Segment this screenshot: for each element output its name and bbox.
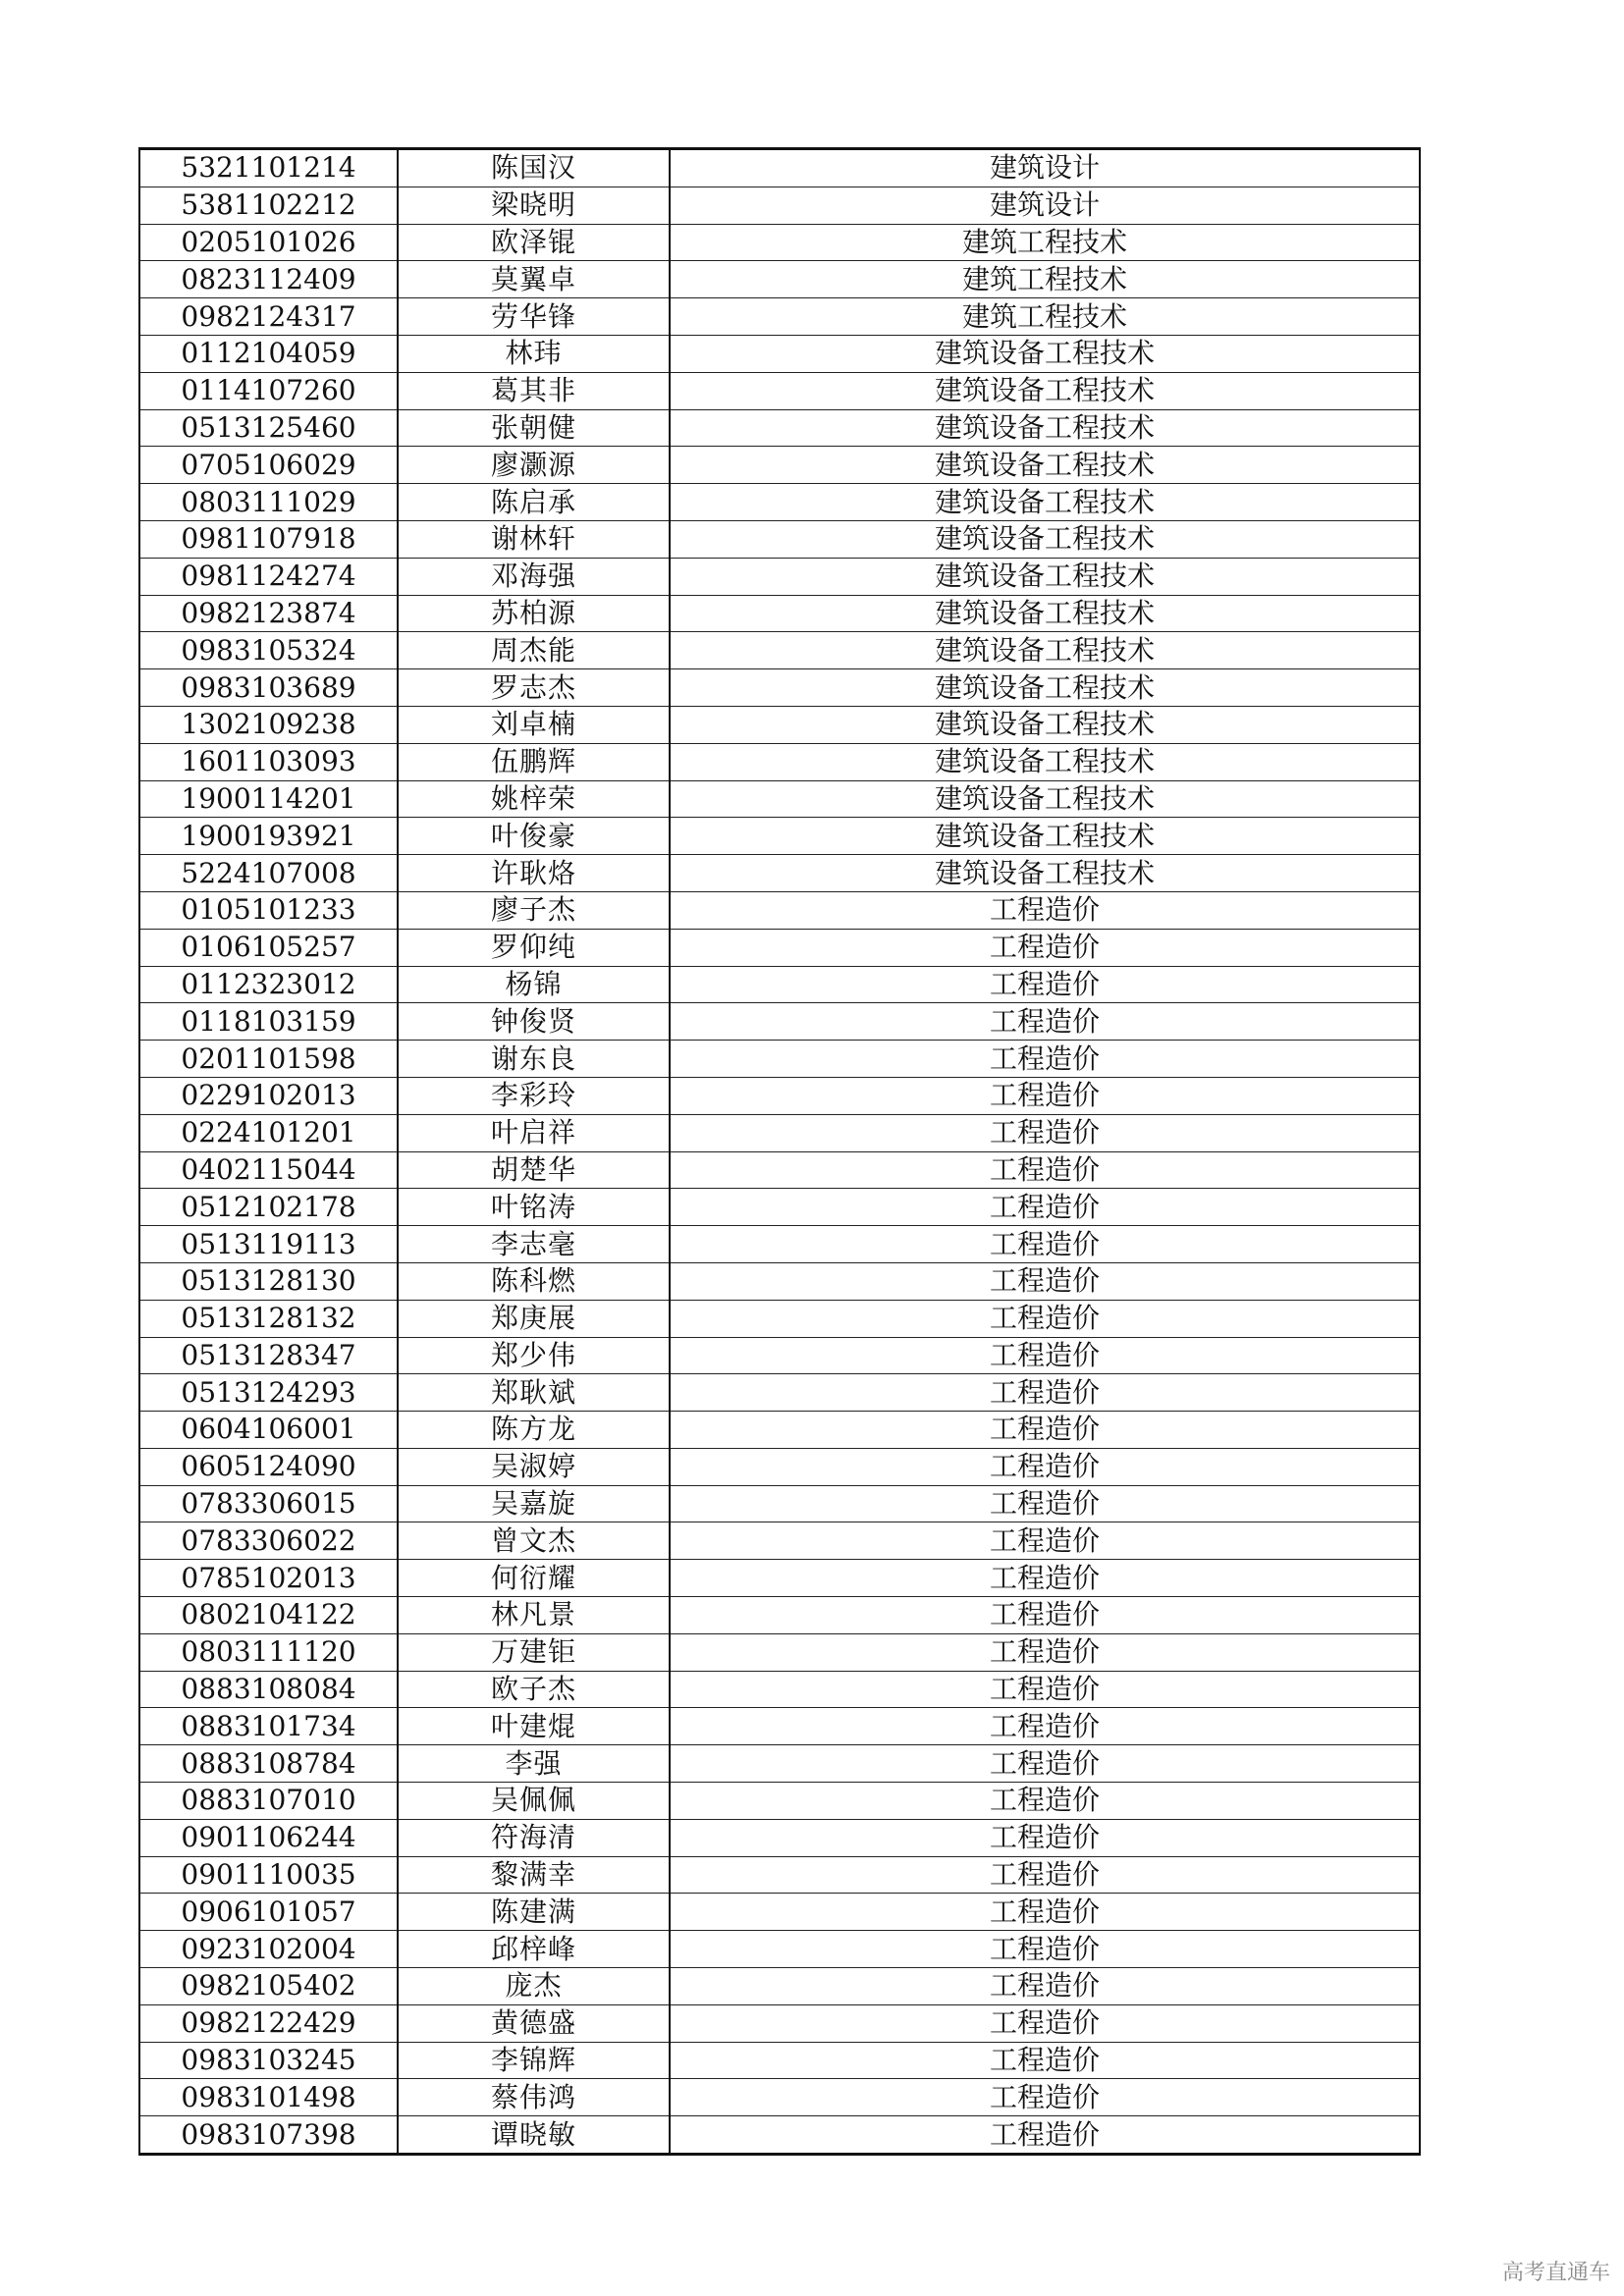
student-name-cell: 吴佩佩 (398, 1783, 670, 1820)
exam-id-cell: 0513128347 (139, 1337, 398, 1374)
table-row (139, 1708, 1420, 1745)
major-cell: 建筑设计 (670, 187, 1420, 224)
major-cell: 工程造价 (670, 1412, 1420, 1449)
table-row (139, 1560, 1420, 1597)
table-row (139, 780, 1420, 818)
table-row (139, 224, 1420, 261)
student-name-cell: 黄德盛 (398, 2004, 670, 2042)
exam-id-cell: 1900193921 (139, 818, 398, 855)
watermark-text: 高考直通车 (1501, 2261, 1610, 2285)
exam-id-cell: 0785102013 (139, 1560, 398, 1597)
student-name-cell: 吴嘉旋 (398, 1485, 670, 1522)
student-name-cell: 谢林轩 (398, 520, 670, 558)
table-row (139, 1783, 1420, 1820)
exam-id-cell: 0604106001 (139, 1412, 398, 1449)
table-row (139, 484, 1420, 521)
student-name-cell: 李强 (398, 1745, 670, 1783)
student-name-cell: 郑耿斌 (398, 1374, 670, 1412)
table-row (139, 632, 1420, 669)
student-name-cell: 吴淑婷 (398, 1448, 670, 1485)
student-name-cell: 欧子杰 (398, 1671, 670, 1708)
student-name-cell: 万建钜 (398, 1633, 670, 1671)
exam-id-cell: 5321101214 (139, 149, 398, 187)
major-cell: 工程造价 (670, 1448, 1420, 1485)
student-name-cell: 梁晓明 (398, 187, 670, 224)
table-row (139, 743, 1420, 780)
major-cell: 建筑设备工程技术 (670, 743, 1420, 780)
major-cell: 工程造价 (670, 1189, 1420, 1226)
exam-id-cell: 0983101498 (139, 2079, 398, 2116)
major-cell: 工程造价 (670, 1114, 1420, 1151)
exam-id-cell: 0981107918 (139, 520, 398, 558)
student-name-cell: 廖子杰 (398, 891, 670, 929)
major-cell: 工程造价 (670, 929, 1420, 966)
table-row (139, 2042, 1420, 2079)
student-name-cell: 许耿烙 (398, 855, 670, 892)
major-cell: 工程造价 (670, 1633, 1420, 1671)
student-name-cell: 陈方龙 (398, 1412, 670, 1449)
table-row (139, 1337, 1420, 1374)
major-cell: 工程造价 (670, 1968, 1420, 2005)
major-cell: 工程造价 (670, 1522, 1420, 1560)
exam-id-cell: 0105101233 (139, 891, 398, 929)
table-row (139, 818, 1420, 855)
major-cell: 工程造价 (670, 891, 1420, 929)
major-cell: 工程造价 (670, 1151, 1420, 1189)
major-cell: 建筑工程技术 (670, 224, 1420, 261)
exam-id-cell: 0513119113 (139, 1226, 398, 1263)
table-row (139, 1412, 1420, 1449)
major-cell: 工程造价 (670, 1931, 1420, 1968)
student-name-cell: 谢东良 (398, 1041, 670, 1078)
student-list-body (139, 149, 1420, 2155)
exam-id-cell: 1601103093 (139, 743, 398, 780)
student-name-cell: 曾文杰 (398, 1522, 670, 1560)
student-name-cell: 陈建满 (398, 1894, 670, 1931)
exam-id-cell: 0883107010 (139, 1783, 398, 1820)
exam-id-cell: 0982105402 (139, 1968, 398, 2005)
student-name-cell: 黎满幸 (398, 1856, 670, 1894)
major-cell: 建筑设备工程技术 (670, 632, 1420, 669)
major-cell: 建筑设备工程技术 (670, 372, 1420, 409)
table-row (139, 2079, 1420, 2116)
major-cell: 工程造价 (670, 1894, 1420, 1931)
table-row (139, 1485, 1420, 1522)
student-name-cell: 叶铭涛 (398, 1189, 670, 1226)
student-name-cell: 庞杰 (398, 1968, 670, 2005)
table-row (139, 1894, 1420, 1931)
student-name-cell: 叶俊豪 (398, 818, 670, 855)
major-cell: 工程造价 (670, 1262, 1420, 1300)
exam-id-cell: 0901110035 (139, 1856, 398, 1894)
table-row (139, 1300, 1420, 1337)
table-row (139, 1522, 1420, 1560)
exam-id-cell: 0823112409 (139, 261, 398, 298)
exam-id-cell: 0906101057 (139, 1894, 398, 1931)
exam-id-cell: 0981124274 (139, 558, 398, 595)
exam-id-cell: 0802104122 (139, 1597, 398, 1634)
exam-id-cell: 5224107008 (139, 855, 398, 892)
exam-id-cell: 0513124293 (139, 1374, 398, 1412)
student-name-cell: 郑少伟 (398, 1337, 670, 1374)
student-name-cell: 杨锦 (398, 966, 670, 1003)
table-row (139, 1745, 1420, 1783)
exam-id-cell: 0512102178 (139, 1189, 398, 1226)
student-name-cell: 罗志杰 (398, 669, 670, 707)
table-row (139, 1968, 1420, 2005)
table-row (139, 1151, 1420, 1189)
table-row (139, 261, 1420, 298)
major-cell: 建筑工程技术 (670, 298, 1420, 336)
table-row (139, 520, 1420, 558)
table-row (139, 1671, 1420, 1708)
student-name-cell: 蔡伟鸿 (398, 2079, 670, 2116)
exam-id-cell: 0983103245 (139, 2042, 398, 2079)
table-row (139, 1077, 1420, 1114)
major-cell: 建筑设备工程技术 (670, 409, 1420, 447)
exam-id-cell: 0783306022 (139, 1522, 398, 1560)
major-cell: 工程造价 (670, 1485, 1420, 1522)
student-name-cell: 罗仰纯 (398, 929, 670, 966)
major-cell: 工程造价 (670, 966, 1420, 1003)
exam-id-cell: 0883108084 (139, 1671, 398, 1708)
table-row (139, 669, 1420, 707)
exam-id-cell: 0205101026 (139, 224, 398, 261)
student-name-cell: 廖灏源 (398, 447, 670, 484)
table-row (139, 1226, 1420, 1263)
table-row (139, 409, 1420, 447)
table-row (139, 929, 1420, 966)
table-row (139, 966, 1420, 1003)
student-name-cell: 陈国汉 (398, 149, 670, 187)
table-row (139, 855, 1420, 892)
exam-id-cell: 0224101201 (139, 1114, 398, 1151)
student-name-cell: 符海清 (398, 1819, 670, 1856)
major-cell: 建筑设备工程技术 (670, 595, 1420, 632)
exam-id-cell: 0513128130 (139, 1262, 398, 1300)
major-cell: 工程造价 (670, 1374, 1420, 1412)
exam-id-cell: 0982122429 (139, 2004, 398, 2042)
major-cell: 工程造价 (670, 1708, 1420, 1745)
major-cell: 工程造价 (670, 1041, 1420, 1078)
student-name-cell: 劳华锋 (398, 298, 670, 336)
major-cell: 建筑设备工程技术 (670, 558, 1420, 595)
major-cell: 工程造价 (670, 1003, 1420, 1041)
student-name-cell: 张朝健 (398, 409, 670, 447)
exam-id-cell: 0513128132 (139, 1300, 398, 1337)
major-cell: 建筑设备工程技术 (670, 447, 1420, 484)
student-name-cell: 林玮 (398, 335, 670, 372)
exam-id-cell: 0982124317 (139, 298, 398, 336)
table-row (139, 298, 1420, 336)
student-name-cell: 叶启祥 (398, 1114, 670, 1151)
exam-id-cell: 0201101598 (139, 1041, 398, 1078)
table-row (139, 1003, 1420, 1041)
exam-id-cell: 0705106029 (139, 447, 398, 484)
student-name-cell: 邓海强 (398, 558, 670, 595)
table-row (139, 1114, 1420, 1151)
exam-id-cell: 0923102004 (139, 1931, 398, 1968)
table-row (139, 447, 1420, 484)
table-row (139, 891, 1420, 929)
table-row (139, 1189, 1420, 1226)
student-name-cell: 李彩玲 (398, 1077, 670, 1114)
exam-id-cell: 0983105324 (139, 632, 398, 669)
table-row (139, 595, 1420, 632)
student-name-cell: 钟俊贤 (398, 1003, 670, 1041)
major-cell: 建筑设备工程技术 (670, 818, 1420, 855)
table-row (139, 1041, 1420, 1078)
major-cell: 建筑设备工程技术 (670, 520, 1420, 558)
student-name-cell: 欧泽锟 (398, 224, 670, 261)
exam-id-cell: 0883108784 (139, 1745, 398, 1783)
exam-id-cell: 0803111029 (139, 484, 398, 521)
exam-id-cell: 0229102013 (139, 1077, 398, 1114)
major-cell: 工程造价 (670, 2079, 1420, 2116)
major-cell: 建筑工程技术 (670, 261, 1420, 298)
table-row (139, 1374, 1420, 1412)
major-cell: 建筑设备工程技术 (670, 706, 1420, 743)
table-row (139, 372, 1420, 409)
exam-id-cell: 0114107260 (139, 372, 398, 409)
student-name-cell: 邱梓峰 (398, 1931, 670, 1968)
student-name-cell: 苏柏源 (398, 595, 670, 632)
student-name-cell: 谭晓敏 (398, 2116, 670, 2155)
table-row (139, 335, 1420, 372)
table-row (139, 558, 1420, 595)
student-name-cell: 姚梓荣 (398, 780, 670, 818)
exam-id-cell: 0118103159 (139, 1003, 398, 1041)
table-row (139, 2116, 1420, 2155)
exam-id-cell: 0982123874 (139, 595, 398, 632)
major-cell: 建筑设备工程技术 (670, 669, 1420, 707)
exam-id-cell: 0803111120 (139, 1633, 398, 1671)
exam-id-cell: 5381102212 (139, 187, 398, 224)
exam-id-cell: 1900114201 (139, 780, 398, 818)
major-cell: 工程造价 (670, 1783, 1420, 1820)
student-name-cell: 李锦辉 (398, 2042, 670, 2079)
major-cell: 建筑设备工程技术 (670, 855, 1420, 892)
student-list-table (138, 147, 1421, 2156)
major-cell: 建筑设备工程技术 (670, 484, 1420, 521)
exam-id-cell: 0605124090 (139, 1448, 398, 1485)
student-name-cell: 胡楚华 (398, 1151, 670, 1189)
major-cell: 工程造价 (670, 1337, 1420, 1374)
table-row (139, 1262, 1420, 1300)
exam-id-cell: 0983107398 (139, 2116, 398, 2155)
table-row (139, 706, 1420, 743)
exam-id-cell: 0112323012 (139, 966, 398, 1003)
major-cell: 工程造价 (670, 1077, 1420, 1114)
table-row (139, 1597, 1420, 1634)
major-cell: 工程造价 (670, 1597, 1420, 1634)
student-name-cell: 李志毫 (398, 1226, 670, 1263)
major-cell: 建筑设计 (670, 149, 1420, 187)
major-cell: 工程造价 (670, 1560, 1420, 1597)
exam-id-cell: 0112104059 (139, 335, 398, 372)
exam-id-cell: 0783306015 (139, 1485, 398, 1522)
table-row (139, 187, 1420, 224)
student-name-cell: 陈启承 (398, 484, 670, 521)
major-cell: 工程造价 (670, 2116, 1420, 2155)
major-cell: 建筑设备工程技术 (670, 335, 1420, 372)
student-name-cell: 周杰能 (398, 632, 670, 669)
table-row (139, 1633, 1420, 1671)
exam-id-cell: 0513125460 (139, 409, 398, 447)
exam-id-cell: 0901106244 (139, 1819, 398, 1856)
student-name-cell: 郑庚展 (398, 1300, 670, 1337)
major-cell: 工程造价 (670, 1300, 1420, 1337)
major-cell: 工程造价 (670, 2004, 1420, 2042)
table-row (139, 149, 1420, 187)
table-row (139, 1819, 1420, 1856)
student-name-cell: 林凡景 (398, 1597, 670, 1634)
student-name-cell: 刘卓楠 (398, 706, 670, 743)
major-cell: 工程造价 (670, 2042, 1420, 2079)
student-name-cell: 陈科燃 (398, 1262, 670, 1300)
student-name-cell: 伍鹏辉 (398, 743, 670, 780)
major-cell: 工程造价 (670, 1745, 1420, 1783)
exam-id-cell: 0883101734 (139, 1708, 398, 1745)
student-name-cell: 何衍耀 (398, 1560, 670, 1597)
major-cell: 工程造价 (670, 1856, 1420, 1894)
table-row (139, 1931, 1420, 1968)
major-cell: 工程造价 (670, 1671, 1420, 1708)
major-cell: 建筑设备工程技术 (670, 780, 1420, 818)
major-cell: 工程造价 (670, 1819, 1420, 1856)
major-cell: 工程造价 (670, 1226, 1420, 1263)
exam-id-cell: 0983103689 (139, 669, 398, 707)
student-name-cell: 莫翼卓 (398, 261, 670, 298)
student-name-cell: 葛其非 (398, 372, 670, 409)
exam-id-cell: 1302109238 (139, 706, 398, 743)
table-row (139, 1448, 1420, 1485)
exam-id-cell: 0106105257 (139, 929, 398, 966)
table-row (139, 1856, 1420, 1894)
exam-id-cell: 0402115044 (139, 1151, 398, 1189)
student-name-cell: 叶建焜 (398, 1708, 670, 1745)
table-row (139, 2004, 1420, 2042)
